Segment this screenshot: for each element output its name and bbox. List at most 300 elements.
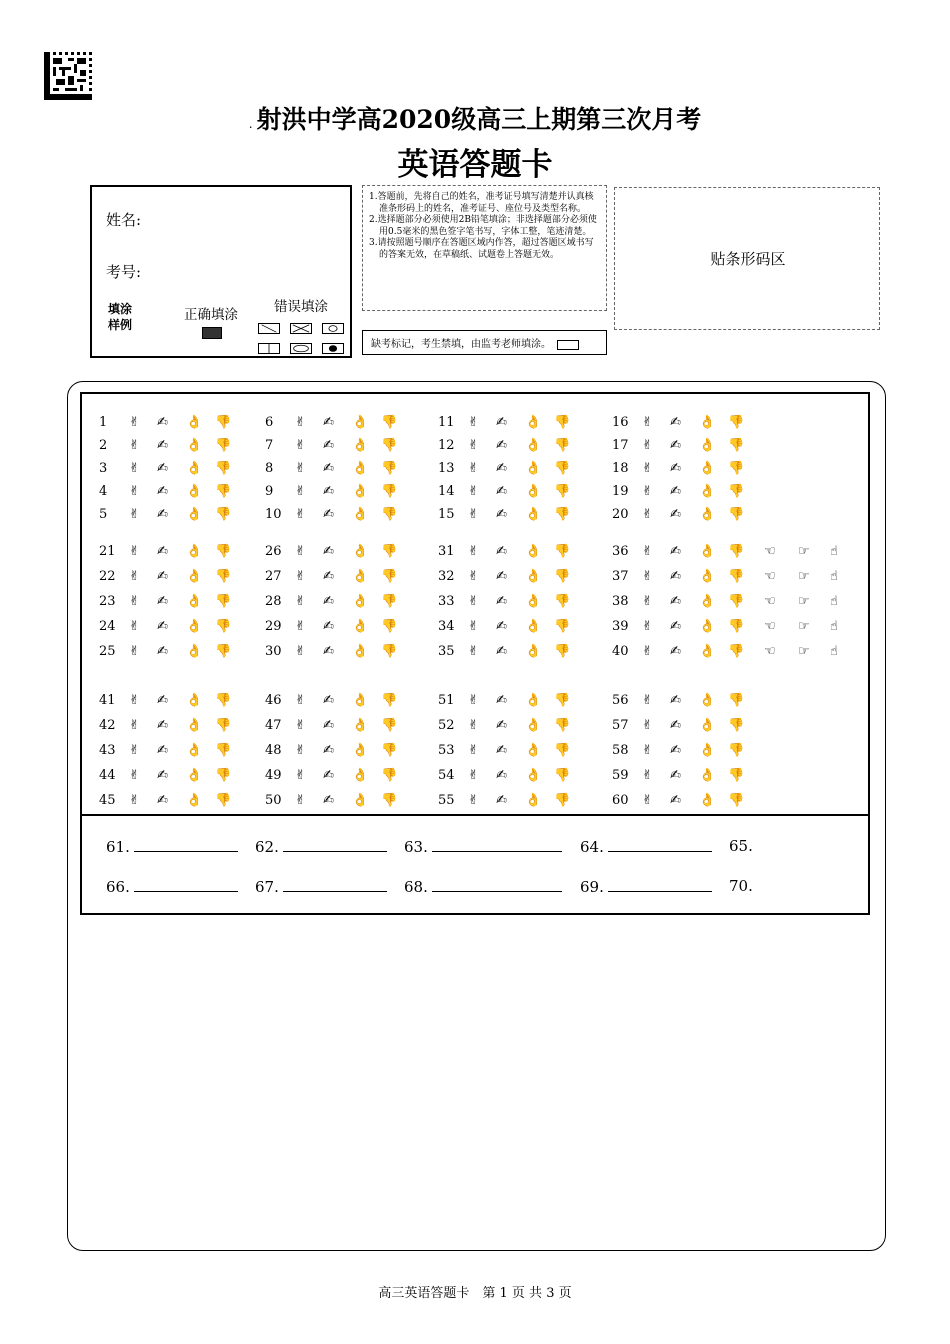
answer-option-bubble[interactable]: ✍ [670, 619, 681, 634]
absent-note: 缺考标记，考生禁填，由监考老师填涂。 [371, 339, 551, 350]
answer-option-bubble[interactable]: 👌 [352, 644, 369, 659]
question-number: 8 [265, 461, 274, 476]
answer-sheet-title: 英语答题卡 [397, 147, 553, 183]
answer-option-bubble[interactable]: ✍ [323, 415, 334, 430]
answer-option-bubble[interactable]: 👎 [728, 569, 745, 584]
answer-option-bubble[interactable]: 👌 [186, 693, 203, 708]
answer-line[interactable] [608, 877, 712, 892]
answer-option-bubble[interactable]: ✌ [295, 438, 306, 453]
fill-number: 68. [404, 878, 428, 896]
question-number: 16 [612, 415, 629, 430]
answer-option-bubble[interactable]: 👎 [554, 484, 571, 499]
answer-option-bubble[interactable]: 👎 [215, 415, 232, 430]
answer-option-bubble[interactable]: 👎 [728, 793, 745, 808]
answer-option-bubble[interactable]: ✍ [157, 693, 168, 708]
answer-option-bubble[interactable]: ✍ [323, 644, 334, 659]
answer-option-bubble[interactable]: ✌ [295, 415, 306, 430]
answer-option-bubble[interactable]: 👌 [186, 415, 203, 430]
answer-option-bubble[interactable]: ✍ [157, 461, 168, 476]
question-number: 1 [99, 415, 108, 430]
answer-option-bubble[interactable]: ✌ [295, 484, 306, 499]
answer-option-bubble-extra[interactable]: ☞ [798, 644, 810, 659]
answer-option-bubble[interactable]: 👌 [525, 484, 542, 499]
fill-item[interactable] [106, 877, 238, 896]
absent-mark-field [362, 330, 607, 355]
answer-option-bubble[interactable]: ✌ [295, 793, 306, 808]
answer-option-bubble[interactable]: 👌 [352, 484, 369, 499]
answer-option-bubble[interactable]: ✌ [295, 569, 306, 584]
answer-option-bubble[interactable]: ✌ [468, 415, 479, 430]
answer-option-bubble[interactable]: 👎 [381, 484, 398, 499]
answer-option-bubble[interactable]: 👌 [352, 743, 369, 758]
answer-option-bubble[interactable]: 👎 [554, 793, 571, 808]
answer-option-bubble[interactable]: ✌ [129, 644, 140, 659]
answer-option-bubble[interactable]: 👎 [215, 768, 232, 783]
answer-option-bubble[interactable]: ✌ [129, 718, 140, 733]
fill-item[interactable] [255, 837, 387, 856]
answer-option-bubble[interactable]: ✌ [468, 693, 479, 708]
answer-option-bubble[interactable]: ✍ [323, 718, 334, 733]
answer-option-bubble[interactable]: ✍ [323, 461, 334, 476]
answer-option-bubble[interactable]: ✌ [642, 484, 653, 499]
question-number: 4 [99, 484, 108, 499]
answer-option-bubble[interactable]: ✍ [323, 484, 334, 499]
answer-option-bubble[interactable]: ✌ [295, 544, 306, 559]
answer-option-bubble[interactable]: 👌 [186, 644, 203, 659]
answer-option-bubble[interactable]: ✍ [670, 507, 681, 522]
answer-option-bubble[interactable]: 👌 [699, 461, 716, 476]
answer-line[interactable] [432, 877, 562, 892]
absent-checkbox[interactable] [557, 340, 579, 350]
answer-option-bubble[interactable]: ✌ [642, 693, 653, 708]
answer-option-bubble[interactable]: ✍ [323, 594, 334, 609]
fill-item[interactable] [255, 877, 387, 896]
answer-option-bubble[interactable]: ✍ [496, 743, 507, 758]
answer-option-bubble[interactable]: ✌ [642, 743, 653, 758]
answer-option-bubble-extra[interactable]: ☞ [798, 619, 810, 634]
answer-option-bubble[interactable]: 👌 [352, 594, 369, 609]
answer-option-bubble[interactable]: 👌 [699, 569, 716, 584]
answer-option-bubble[interactable]: 👎 [215, 507, 232, 522]
answer-option-bubble[interactable]: 👎 [215, 793, 232, 808]
answer-option-bubble[interactable]: ✌ [468, 484, 479, 499]
answer-option-bubble[interactable]: 👌 [699, 743, 716, 758]
answer-option-bubble[interactable]: ✌ [295, 644, 306, 659]
answer-option-bubble[interactable]: ✌ [468, 718, 479, 733]
question-number: 35 [438, 644, 455, 659]
answer-option-bubble[interactable]: 👎 [728, 484, 745, 499]
answer-option-bubble[interactable]: 👎 [215, 438, 232, 453]
answer-option-bubble[interactable]: ✌ [642, 594, 653, 609]
answer-option-bubble[interactable]: ✍ [670, 693, 681, 708]
answer-option-bubble[interactable]: ✍ [496, 507, 507, 522]
answer-option-bubble[interactable]: ✍ [496, 569, 507, 584]
answer-option-bubble[interactable]: ✌ [642, 438, 653, 453]
answer-option-bubble[interactable]: ✍ [670, 484, 681, 499]
answer-option-bubble[interactable]: 👎 [728, 594, 745, 609]
fill-item[interactable] [404, 877, 562, 896]
answer-option-bubble[interactable]: 👌 [352, 461, 369, 476]
answer-option-bubble[interactable]: 👎 [381, 619, 398, 634]
answer-option-bubble[interactable]: ✍ [670, 594, 681, 609]
answer-option-bubble[interactable]: 👌 [352, 415, 369, 430]
answer-option-bubble[interactable]: ✌ [129, 743, 140, 758]
answer-option-bubble[interactable]: ✍ [496, 644, 507, 659]
answer-option-bubble[interactable]: ✍ [496, 693, 507, 708]
answer-option-bubble[interactable]: 👌 [352, 693, 369, 708]
answer-option-bubble[interactable]: 👎 [554, 415, 571, 430]
answer-option-bubble[interactable]: ✌ [642, 768, 653, 783]
answer-option-bubble[interactable]: 👌 [186, 507, 203, 522]
question-number: 40 [612, 644, 629, 659]
instruction-3: 3.请按照题号顺序在答题区域内作答，超过答题区域书写的答案无效，在草稿纸、试题卷上答题无效。 [369, 238, 594, 260]
answer-option-bubble[interactable]: ✍ [157, 438, 168, 453]
answer-option-bubble[interactable]: 👎 [554, 461, 571, 476]
fill-item[interactable] [580, 877, 712, 896]
answer-option-bubble[interactable]: 👎 [381, 644, 398, 659]
answer-option-bubble[interactable]: 👎 [381, 544, 398, 559]
answer-option-bubble[interactable]: 👌 [699, 619, 716, 634]
answer-option-bubble[interactable]: 👎 [381, 569, 398, 584]
answer-option-bubble[interactable]: ✌ [642, 718, 653, 733]
answer-option-bubble[interactable]: 👎 [728, 507, 745, 522]
answer-option-bubble[interactable]: 👌 [186, 569, 203, 584]
answer-option-bubble[interactable]: 👎 [554, 544, 571, 559]
answer-option-bubble[interactable]: 👎 [728, 415, 745, 430]
answer-option-bubble[interactable]: 👎 [554, 594, 571, 609]
answer-line[interactable] [134, 837, 238, 852]
page-footer: 高三英语答题卡 第 1 页 共 3 页 [378, 1286, 572, 1301]
answer-option-bubble[interactable]: 👎 [381, 793, 398, 808]
answer-option-bubble[interactable]: ✍ [496, 793, 507, 808]
answer-option-bubble[interactable]: ✌ [295, 619, 306, 634]
answer-option-bubble[interactable]: ✌ [295, 743, 306, 758]
answer-line[interactable] [283, 837, 387, 852]
fill-item[interactable] [729, 837, 753, 855]
answer-option-bubble[interactable]: 👌 [699, 594, 716, 609]
answer-option-bubble[interactable]: ✌ [642, 507, 653, 522]
answer-option-bubble[interactable]: ✌ [129, 484, 140, 499]
answer-line[interactable] [134, 877, 238, 892]
answer-option-bubble[interactable]: ✌ [129, 793, 140, 808]
answer-option-bubble[interactable]: ✍ [670, 415, 681, 430]
answer-option-bubble-extra[interactable]: ☝ [830, 594, 838, 609]
answer-option-bubble[interactable]: ✍ [670, 768, 681, 783]
wrong-fill-slash-icon [258, 323, 280, 334]
answer-option-bubble[interactable]: 👎 [215, 644, 232, 659]
answer-option-bubble[interactable]: ✍ [323, 507, 334, 522]
answer-option-bubble[interactable]: 👌 [525, 693, 542, 708]
answer-option-bubble[interactable]: 👎 [728, 619, 745, 634]
answer-option-bubble[interactable]: ✌ [129, 415, 140, 430]
answer-option-bubble[interactable]: 👎 [728, 743, 745, 758]
answer-option-bubble[interactable]: 👌 [352, 793, 369, 808]
answer-option-bubble[interactable]: ✍ [157, 544, 168, 559]
answer-option-bubble[interactable]: 👌 [699, 438, 716, 453]
answer-option-bubble[interactable]: ✌ [468, 438, 479, 453]
answer-option-bubble[interactable]: ✍ [496, 594, 507, 609]
answer-option-bubble[interactable]: ✌ [468, 461, 479, 476]
answer-option-bubble[interactable]: ✍ [670, 644, 681, 659]
answer-option-bubble[interactable]: ✌ [129, 594, 140, 609]
answer-option-bubble[interactable]: 👌 [352, 718, 369, 733]
answer-option-bubble[interactable]: ✍ [670, 718, 681, 733]
answer-option-bubble[interactable]: 👎 [554, 743, 571, 758]
answer-option-bubble[interactable]: 👌 [699, 718, 716, 733]
answer-option-bubble[interactable]: 👌 [699, 507, 716, 522]
answer-option-bubble-extra[interactable]: ☝ [830, 619, 838, 634]
question-number: 32 [438, 569, 455, 584]
answer-option-bubble[interactable]: 👎 [381, 693, 398, 708]
answer-option-bubble[interactable]: 👌 [352, 768, 369, 783]
answer-option-bubble[interactable]: 👌 [525, 594, 542, 609]
answer-option-bubble[interactable]: ✍ [323, 768, 334, 783]
answer-option-bubble[interactable]: ✌ [129, 693, 140, 708]
answer-line[interactable] [608, 837, 712, 852]
answer-option-bubble[interactable]: 👌 [699, 768, 716, 783]
answer-option-bubble[interactable]: 👎 [215, 569, 232, 584]
answer-option-bubble[interactable]: 👌 [525, 793, 542, 808]
answer-option-bubble[interactable]: 👌 [352, 619, 369, 634]
answer-option-bubble[interactable]: 👌 [699, 793, 716, 808]
answer-option-bubble[interactable]: 👎 [215, 718, 232, 733]
answer-option-bubble[interactable]: 👌 [525, 768, 542, 783]
answer-option-bubble[interactable]: 👎 [554, 619, 571, 634]
answer-option-bubble[interactable]: ✍ [670, 793, 681, 808]
answer-option-bubble[interactable]: 👌 [186, 484, 203, 499]
answer-option-bubble[interactable]: 👎 [381, 461, 398, 476]
answer-option-bubble[interactable]: 👌 [525, 569, 542, 584]
answer-option-bubble[interactable]: 👎 [728, 768, 745, 783]
answer-option-bubble[interactable]: ✌ [468, 619, 479, 634]
answer-option-bubble[interactable]: 👌 [352, 544, 369, 559]
answer-option-bubble[interactable]: ✌ [642, 544, 653, 559]
answer-option-bubble[interactable]: ✍ [323, 544, 334, 559]
answer-option-bubble[interactable]: 👌 [186, 743, 203, 758]
answer-line[interactable] [283, 877, 387, 892]
wrong-fill-bar-icon [258, 343, 280, 354]
answer-option-bubble[interactable]: 👎 [215, 693, 232, 708]
answer-option-bubble[interactable]: ✌ [642, 619, 653, 634]
answer-option-bubble[interactable]: 👌 [525, 507, 542, 522]
answer-option-bubble[interactable]: ✍ [496, 544, 507, 559]
answer-option-bubble[interactable]: 👌 [186, 438, 203, 453]
fill-sample-label-line2: 样例 [108, 318, 133, 332]
answer-option-bubble[interactable]: ✍ [496, 461, 507, 476]
fill-item[interactable] [404, 837, 562, 856]
answer-option-bubble-extra[interactable]: ☜ [764, 644, 776, 659]
answer-option-bubble[interactable]: 👎 [381, 768, 398, 783]
answer-option-bubble[interactable]: ✌ [129, 569, 140, 584]
answer-option-bubble[interactable]: 👎 [728, 544, 745, 559]
answer-option-bubble[interactable]: 👌 [186, 619, 203, 634]
answer-option-bubble[interactable]: 👌 [525, 415, 542, 430]
fill-item[interactable] [729, 877, 753, 895]
answer-option-bubble[interactable]: 👎 [554, 693, 571, 708]
answer-option-bubble[interactable]: ✍ [496, 415, 507, 430]
answer-option-bubble[interactable]: 👎 [728, 693, 745, 708]
answer-option-bubble[interactable]: ✍ [157, 619, 168, 634]
answer-option-bubble[interactable]: ✍ [670, 438, 681, 453]
answer-option-bubble[interactable]: 👌 [352, 507, 369, 522]
answer-option-bubble[interactable]: 👎 [381, 743, 398, 758]
question-number: 6 [265, 415, 274, 430]
answer-option-bubble[interactable]: 👎 [554, 507, 571, 522]
answer-option-bubble[interactable]: 👌 [525, 619, 542, 634]
answer-option-bubble[interactable]: ✌ [129, 768, 140, 783]
answer-option-bubble[interactable]: 👌 [525, 644, 542, 659]
answer-option-bubble[interactable]: ✍ [157, 594, 168, 609]
answer-option-bubble[interactable]: ✍ [670, 569, 681, 584]
question-number: 11 [438, 415, 455, 430]
answer-option-bubble[interactable]: ✍ [157, 484, 168, 499]
answer-option-bubble[interactable]: ✍ [323, 793, 334, 808]
answer-option-bubble[interactable]: ✌ [468, 768, 479, 783]
answer-option-bubble[interactable]: ✌ [642, 415, 653, 430]
fill-item[interactable] [106, 837, 238, 856]
answer-option-bubble[interactable]: ✌ [642, 461, 653, 476]
answer-option-bubble[interactable]: ✌ [642, 793, 653, 808]
answer-option-bubble[interactable]: ✌ [468, 644, 479, 659]
answer-option-bubble[interactable]: ✌ [468, 544, 479, 559]
question-number: 20 [612, 507, 629, 522]
answer-option-bubble[interactable]: ✌ [129, 507, 140, 522]
answer-option-bubble[interactable]: ✌ [468, 569, 479, 584]
answer-option-bubble[interactable]: 👎 [215, 544, 232, 559]
answer-option-bubble[interactable]: ✌ [295, 461, 306, 476]
answer-option-bubble[interactable]: ✌ [129, 544, 140, 559]
answer-option-bubble[interactable]: 👎 [554, 768, 571, 783]
answer-option-bubble[interactable]: 👌 [699, 644, 716, 659]
answer-option-bubble-extra[interactable]: ☝ [830, 569, 838, 584]
answer-option-bubble[interactable]: 👌 [186, 594, 203, 609]
answer-option-bubble[interactable]: 👎 [215, 484, 232, 499]
answer-option-bubble-extra[interactable]: ☜ [764, 569, 776, 584]
answer-option-bubble[interactable]: ✌ [129, 461, 140, 476]
answer-option-bubble-extra[interactable]: ☝ [830, 644, 838, 659]
answer-option-bubble[interactable]: ✌ [129, 619, 140, 634]
answer-option-bubble[interactable]: ✍ [323, 693, 334, 708]
answer-option-bubble[interactable]: 👎 [554, 438, 571, 453]
answer-option-bubble[interactable]: 👌 [699, 544, 716, 559]
answer-option-bubble[interactable]: ✌ [295, 693, 306, 708]
question-number: 48 [265, 743, 282, 758]
answer-option-bubble[interactable]: ✍ [157, 743, 168, 758]
answer-option-bubble[interactable]: ✌ [295, 594, 306, 609]
answer-option-bubble-extra[interactable]: ☞ [798, 594, 810, 609]
answer-option-bubble[interactable]: ✍ [157, 644, 168, 659]
fill-item[interactable] [580, 837, 712, 856]
answer-option-bubble[interactable]: 👎 [215, 619, 232, 634]
answer-option-bubble[interactable]: 👌 [352, 569, 369, 584]
answer-line[interactable] [432, 837, 562, 852]
answer-option-bubble[interactable]: ✍ [323, 438, 334, 453]
answer-option-bubble[interactable]: 👎 [381, 507, 398, 522]
answer-option-bubble[interactable]: ✍ [157, 768, 168, 783]
answer-option-bubble-extra[interactable]: ☜ [764, 619, 776, 634]
answer-option-bubble[interactable]: ✌ [642, 569, 653, 584]
answer-option-bubble[interactable]: 👎 [381, 415, 398, 430]
answer-option-bubble[interactable]: ✍ [670, 544, 681, 559]
question-number: 36 [612, 544, 629, 559]
answer-option-bubble-extra[interactable]: ☞ [798, 569, 810, 584]
answer-option-bubble[interactable]: ✍ [496, 768, 507, 783]
answer-option-bubble[interactable]: ✍ [323, 619, 334, 634]
answer-option-bubble[interactable]: 👌 [186, 768, 203, 783]
answer-option-bubble-extra[interactable]: ☞ [798, 544, 810, 559]
answer-option-bubble[interactable]: ✌ [295, 718, 306, 733]
answer-option-bubble[interactable]: 👌 [186, 461, 203, 476]
answer-option-bubble-extra[interactable]: ☜ [764, 544, 776, 559]
answer-option-bubble[interactable]: 👎 [554, 718, 571, 733]
answer-option-bubble[interactable]: 👌 [186, 793, 203, 808]
answer-option-bubble[interactable]: 👎 [554, 569, 571, 584]
answer-option-bubble[interactable]: 👌 [525, 461, 542, 476]
answer-option-bubble[interactable]: 👌 [525, 438, 542, 453]
answer-option-bubble[interactable]: ✌ [468, 793, 479, 808]
instruction-2: 2.选择题部分必须使用2B铅笔填涂；非选择题部分必须使用0.5毫米的黑色签字笔书写，字体工整，笔迹清楚。 [369, 215, 597, 237]
answer-option-bubble[interactable]: ✍ [157, 569, 168, 584]
answer-option-bubble[interactable]: 👌 [525, 743, 542, 758]
answer-option-bubble[interactable]: 👎 [554, 644, 571, 659]
answer-option-bubble[interactable]: 👌 [186, 544, 203, 559]
question-number: 52 [438, 718, 455, 733]
answer-option-bubble[interactable]: ✍ [496, 718, 507, 733]
answer-option-bubble[interactable]: 👎 [215, 461, 232, 476]
answer-option-bubble[interactable]: ✍ [670, 461, 681, 476]
answer-option-bubble[interactable]: ✍ [496, 619, 507, 634]
answer-option-bubble[interactable]: ✌ [642, 644, 653, 659]
answer-option-bubble[interactable]: 👎 [381, 718, 398, 733]
answer-option-bubble[interactable]: 👌 [699, 484, 716, 499]
answer-option-bubble[interactable]: 👌 [352, 438, 369, 453]
answer-option-bubble[interactable]: 👎 [381, 438, 398, 453]
answer-option-bubble[interactable]: 👌 [699, 693, 716, 708]
answer-option-bubble[interactable]: ✌ [295, 768, 306, 783]
answer-option-bubble[interactable]: ✍ [157, 718, 168, 733]
answer-option-bubble[interactable]: ✌ [468, 594, 479, 609]
answer-option-bubble-extra[interactable]: ☝ [830, 544, 838, 559]
answer-option-bubble[interactable]: ✍ [157, 415, 168, 430]
answer-option-bubble[interactable]: 👎 [728, 461, 745, 476]
answer-option-bubble[interactable]: ✍ [496, 484, 507, 499]
answer-option-bubble[interactable]: ✍ [157, 507, 168, 522]
answer-option-bubble[interactable]: ✍ [157, 793, 168, 808]
answer-option-bubble[interactable]: 👌 [525, 718, 542, 733]
answer-option-bubble[interactable]: ✌ [129, 438, 140, 453]
question-number: 24 [99, 619, 116, 634]
answer-option-bubble[interactable]: 👌 [699, 415, 716, 430]
question-number: 2 [99, 438, 108, 453]
answer-option-bubble[interactable]: ✍ [496, 438, 507, 453]
answer-option-bubble-extra[interactable]: ☜ [764, 594, 776, 609]
answer-option-bubble[interactable]: 👌 [525, 544, 542, 559]
answer-option-bubble[interactable]: 👎 [215, 743, 232, 758]
answer-option-bubble[interactable]: 👎 [728, 718, 745, 733]
answer-option-bubble[interactable]: 👎 [728, 644, 745, 659]
answer-option-bubble[interactable]: ✌ [468, 743, 479, 758]
answer-option-bubble[interactable]: ✌ [468, 507, 479, 522]
answer-option-bubble[interactable]: 👎 [728, 438, 745, 453]
answer-option-bubble[interactable]: ✍ [323, 743, 334, 758]
answer-option-bubble[interactable]: ✌ [295, 507, 306, 522]
answer-option-bubble[interactable]: ✍ [323, 569, 334, 584]
answer-option-bubble[interactable]: 👎 [215, 594, 232, 609]
answer-option-bubble[interactable]: ✍ [670, 743, 681, 758]
answer-option-bubble[interactable]: 👌 [186, 718, 203, 733]
answer-option-bubble[interactable]: 👎 [381, 594, 398, 609]
question-number: 13 [438, 461, 455, 476]
